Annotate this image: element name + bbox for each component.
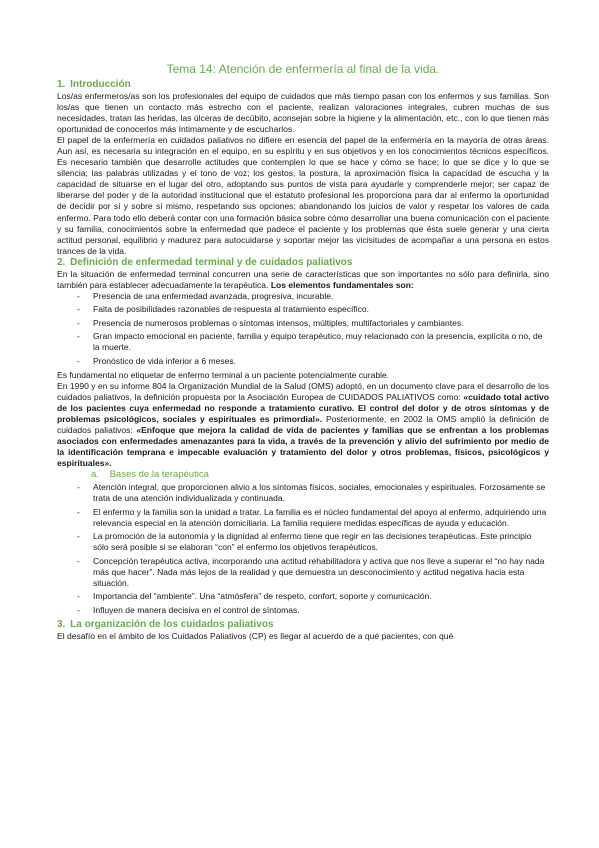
list-item-text: Presencia de una enfermedad avanzada, progresiva, incurable. <box>93 290 334 301</box>
list-item-text: Gran impacto emocional en paciente, familia y equipo terapéutico, muy relacionado con la presencia, explícita o no, de la muerte. <box>93 331 543 353</box>
section-number: 3. <box>57 618 66 630</box>
section-title: La organización de los cuidados paliativos <box>70 618 274 630</box>
organization-paragraph-1: El desafío en el ámbito de los Cuidados Paliativos (CP) es llegar al acuerdo de a qué pacientes, con qué <box>57 630 454 641</box>
list-item-text: Atención integral, que proporcionen alivio a los síntomas físicos, sociales, emocionales y espirituales. Forzosamente se trata de una atención individualizada y continuada. <box>93 482 546 504</box>
list-item <box>71 318 549 329</box>
paragraph-text: Posteriormente, en 2002 la OMS amplió la definición de cuidados paliativos: <box>57 413 549 435</box>
section-title: Definición de enfermedad terminal y de cuidados paliativos <box>70 256 353 268</box>
elements-list <box>57 291 549 367</box>
dash-bullet: - <box>77 482 80 492</box>
list-item-text: Presencia de numerosos problemas o síntomas intensos, múltiples, multifactoriales y cambiantes. <box>93 317 464 328</box>
dash-bullet: - <box>77 290 80 301</box>
intro-paragraph-2: El papel de la enfermería en cuidados paliativos no difiere en esencia del papel de la enfermería en la mayoría de otras áreas. Aun así, es necesaria su integración en el equipo, en su espíritu y en sus objetivos y en los conocimientos técnicos específicos. Es necesario también que desarrolle actitudes que contemplen lo que se hace y cómo se hace; lo que se dice y lo que se silencia; las palabras utilizadas y el tono de voz; los gestos, la postura, la aproximación física la capacidad de escucha y la capacidad de situarse en el lugar del otro, adoptando sus puntos de vista para ayudarle y comprenderle mejor; ser capaz de liberarse del poder y de la autoridad institucional que el estatuto profesional les proporciona para dar al enfermo la oportunidad de decidir por sí y sobre sí mismo, respetando sus opciones; abandonando los juicios de valor y respetar los valores de cada enfermo. Para todo ello deberá contar con una formación básica sobre cómo desarrollar una buena comunicación con el paciente y su familia, conocimientos sobre la enfermedad que padece el paciente y los problemas que ésta suele generar y una cierta actitud personal, equilibrio y madurez para autocuidarse y soportar mejor las vicisitudes de acompañar a una persona en estos trances de la vida. <box>57 135 549 256</box>
section-number: 2. <box>57 256 66 268</box>
bold-quote: «cuidado total activo de los pacientes cuya enfermedad no responde a tratamiento curativo. El control del dolor y de otros síntomas y de problemas psicológicos, sociales y espirituales es primordial». <box>57 391 550 424</box>
section-number: 1. <box>57 79 66 90</box>
dash-bullet: - <box>77 331 80 342</box>
list-item <box>71 591 549 602</box>
bold-quote: «Enfoque que mejora la calidad de vida de pacientes y familias que se enfrentan a los problemas asociados con enfermedades amenazantes para la vida, a través de la prevención y alivio del sufrimiento por medio de la identificación temprana e impecable evaluación y tratamiento del dolor y otros problemas, físicos, psicológicos y espirituales». <box>57 424 550 468</box>
section-heading-definicion <box>57 257 549 269</box>
dash-bullet: - <box>77 317 80 328</box>
paragraph-text: En 1990 y en su informe 804 la Organización Mundial de la Salud (OMS) adoptó, en un documento clave para el desarrollo de los cuidados paliativos, la definición propuesta por la Asociación Europea de CUIDADOS PALIATIVOS como: <box>57 380 549 402</box>
list-item <box>71 331 549 353</box>
definition-paragraph-2: Es fundamental no etiquetar de enfermo terminal a un paciente potencialmente curable. <box>57 369 390 380</box>
list-item-text: Influyen de manera decisiva en el control de síntomas. <box>93 604 300 615</box>
list-item-text: Concepción terapéutica activa, incorporando una actitud rehabilitadora y activa que nos lleve a superar el “no hay nada más que hacer”. Nada más lejos de la realidad y que demuestra un desconocimiento y actitud negativa hacia esta situación. <box>93 555 545 588</box>
list-item <box>71 291 549 302</box>
subsection-letter: a. <box>91 469 99 480</box>
definition-paragraph-1 <box>57 269 549 291</box>
dash-bullet: - <box>77 604 80 615</box>
page-title: Tema 14: Atención de enfermería al final de la vida. <box>166 62 440 76</box>
paragraph-text: En la situación de enfermedad terminal concurren una serie de características que son importantes no sólo para definirla, sino también para establecer adecuadamente la terapéutica. <box>57 268 549 290</box>
dash-bullet: - <box>77 356 80 367</box>
subsection-title: Bases de la terapéutica <box>109 469 209 480</box>
section-title: Introducción <box>70 79 131 90</box>
intro-paragraph-1: Los/as enfermeros/as son los profesionales del equipo de cuidados que más tiempo pasan con los enfermos y sus familias. Son los/as que tienen un contacto más estrecho con el paciente, realizan valoraciones integrales, cubren muchas de sus necesidades, tratan las heridas, las úlceras de decúbito, aconsejan sobre la higiene y la alimentación, etc., con lo que tienen más oportunidad de conocerlos más íntimamente y de escucharlos. <box>57 91 549 135</box>
section-heading-organizacion <box>57 619 549 631</box>
section-heading-introduccion <box>57 79 549 91</box>
dash-bullet: - <box>77 304 80 315</box>
bold-text: Los elementos fundamentales son: <box>270 279 414 290</box>
list-item-text: La promoción de la autonomía y la dignidad al enfermo tiene que regir en las decisiones terapéuticas. Este principio sólo será posible si se elaboran “con” el enfermo los objetivos terapéuticos. <box>93 531 532 553</box>
list-item <box>71 356 549 367</box>
dash-bullet: - <box>77 555 80 566</box>
list-item-text: Pronóstico de vida inferior a 6 meses. <box>93 356 236 367</box>
dash-bullet: - <box>77 531 80 542</box>
list-item <box>71 605 549 616</box>
list-item-text: Importancia del “ambiente”. Una “atmósfera” de respeto, confort, soporte y comunicación. <box>93 591 432 602</box>
subsection-heading-bases <box>91 469 549 481</box>
bases-list <box>57 482 549 616</box>
list-item-text: Falta de posibilidades razonables de respuesta al tratamiento específico. <box>93 304 370 315</box>
definition-paragraph-3 <box>57 381 549 469</box>
list-item-text: El enfermo y la familia son la unidad a tratar. La familia es el núcleo fundamental del apoyo al enfermo, adquiriendo una relevancia especial en la atención domiciliaria. La familia requiere medidas específicas de ayuda y educación. <box>93 506 547 528</box>
list-item <box>71 304 549 315</box>
dash-bullet: - <box>77 506 80 517</box>
list-item <box>71 482 549 504</box>
dash-bullet: - <box>77 591 80 602</box>
list-item <box>71 507 549 529</box>
list-item <box>71 531 549 553</box>
list-item <box>71 556 549 589</box>
